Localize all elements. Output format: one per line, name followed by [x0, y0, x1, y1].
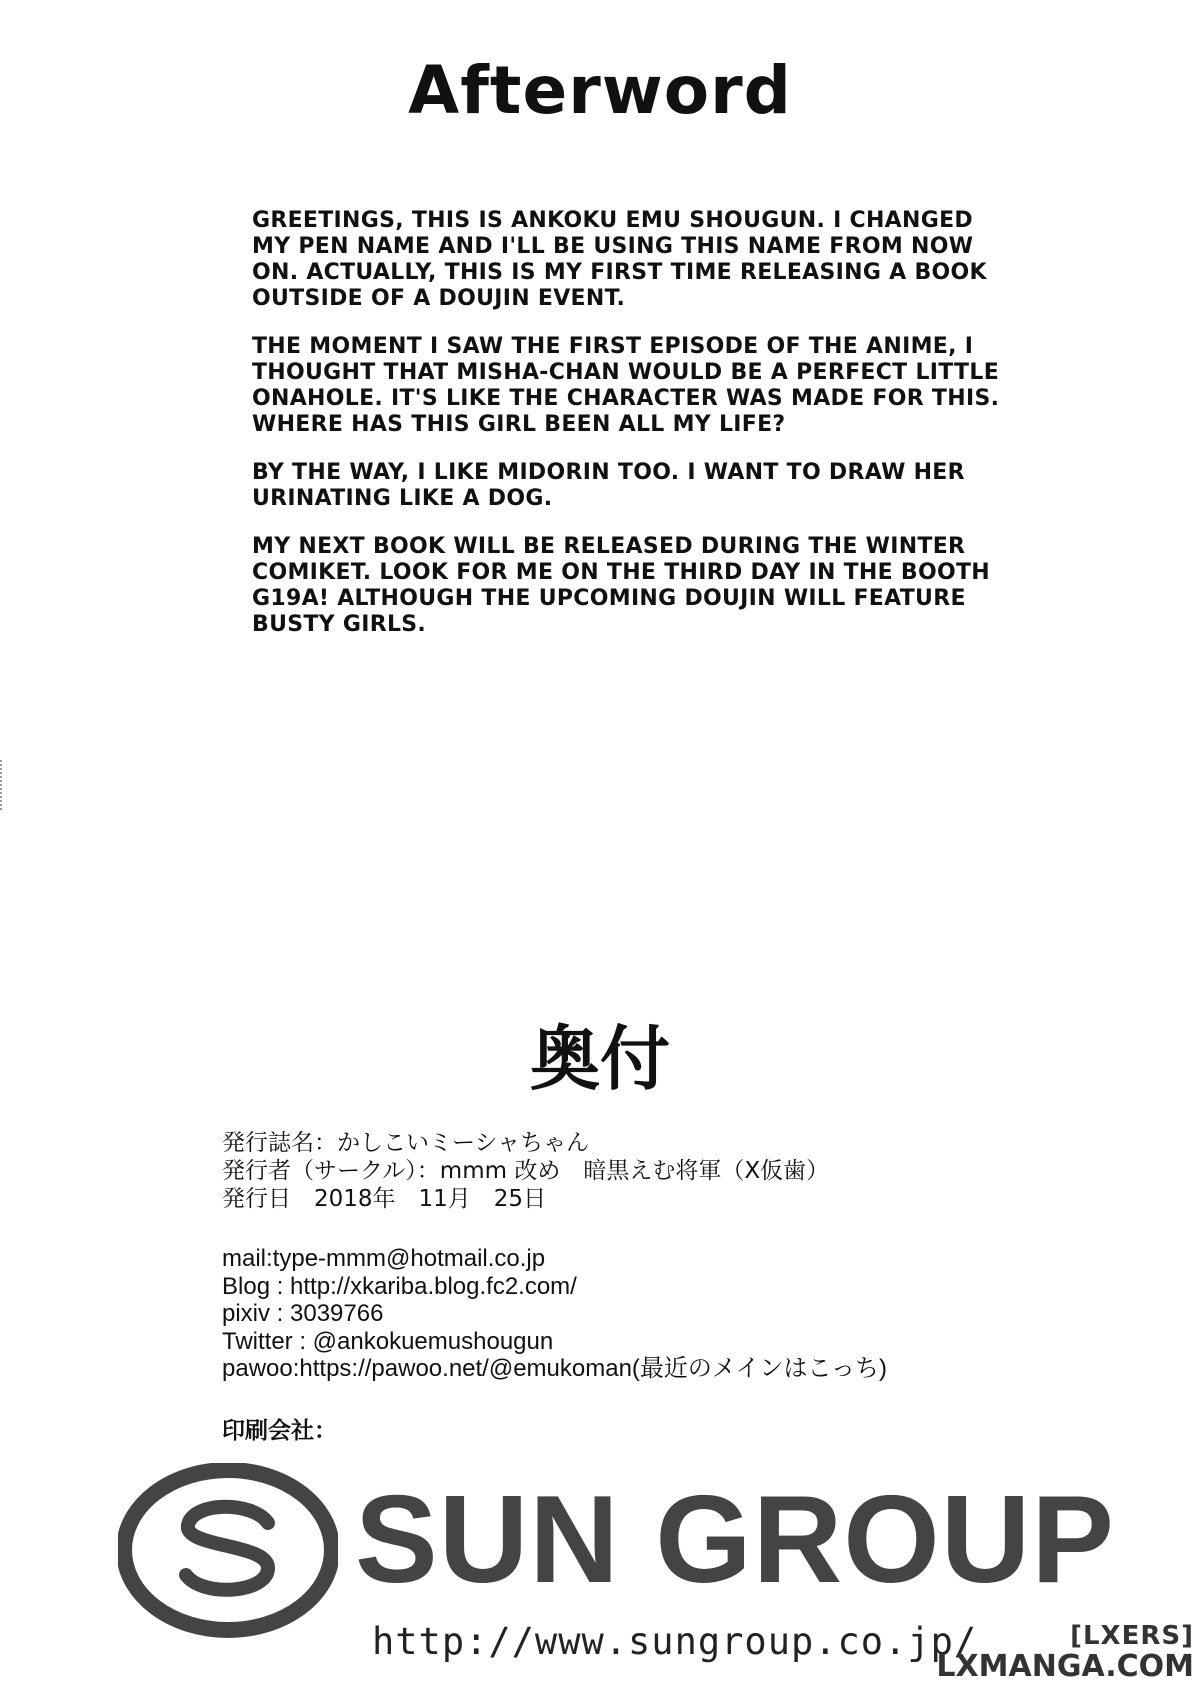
- margin-dots: [0, 760, 8, 810]
- sun-group-url: http://www.sungroup.co.jp/: [372, 1620, 978, 1663]
- publication-date: 発行日 2018年 11月 25日: [222, 1186, 547, 1212]
- printer-label: 印刷会社：: [222, 1418, 337, 1444]
- afterword-title: Afterword: [408, 52, 792, 129]
- publication-info: [222, 1129, 1042, 1213]
- watermark: [936, 1622, 1194, 1684]
- afterword-paragraph: THE MOMENT I SAW THE FIRST EPISODE OF THE ANIME, I THOUGHT THAT MISHA-CHAN WOULD BE A PERFECT LITTLE ONAHOLE. IT'S LIKE THE CHARACTER WAS MADE FOR THIS. WHERE HAS THIS GIRL BEEN ALL MY LIFE?: [252, 334, 1000, 437]
- publication-title: 発行誌名：かしこいミーシャちゃん: [222, 1130, 590, 1156]
- watermark-site: LXMANGA.COM: [936, 1649, 1194, 1684]
- colophon-title: 奥付: [530, 1018, 670, 1100]
- contact-mail: mail:type-mmm@hotmail.co.jp: [222, 1245, 546, 1272]
- contact-info: [222, 1245, 1042, 1383]
- afterword-paragraph: MY NEXT BOOK WILL BE RELEASED DURING THE WINTER COMIKET. LOOK FOR ME ON THE THIRD DAY IN THE BOOTH G19A! ALTHOUGH THE UPCOMING DOUJIN WILL FEATURE BUSTY GIRLS.: [252, 534, 991, 637]
- sun-group-logo-icon: [118, 1463, 338, 1638]
- afterword-paragraph: GREETINGS, THIS IS ANKOKU EMU SHOUGUN. I CHANGED MY PEN NAME AND I'LL BE USING THIS NAME FROM NOW ON. ACTUALLY, THIS IS MY FIRST TIME RELEASING A BOOK OUTSIDE OF A DOUJIN EVENT.: [252, 208, 987, 311]
- sun-group-name: SUN GROUP: [355, 1471, 1115, 1609]
- watermark-tag: [LXERS]: [1070, 1621, 1194, 1651]
- contact-pawoo: pawoo:https://pawoo.net/@emukoman(最近のメインはこっち): [222, 1355, 887, 1382]
- contact-blog: Blog : http://xkariba.blog.fc2.com/: [222, 1272, 577, 1300]
- publisher-circle: 発行者（サークル）：mmm 改め 暗黒えむ将軍（X仮歯）: [222, 1158, 830, 1184]
- contact-pixiv: pixiv : 3039766: [222, 1300, 384, 1327]
- contact-twitter: Twitter : @ankokuemushougun: [222, 1327, 554, 1355]
- afterword-paragraph: BY THE WAY, I LIKE MIDORIN TOO. I WANT TO DRAW HER URINATING LIKE A DOG.: [252, 460, 965, 511]
- afterword-body: [252, 208, 1012, 660]
